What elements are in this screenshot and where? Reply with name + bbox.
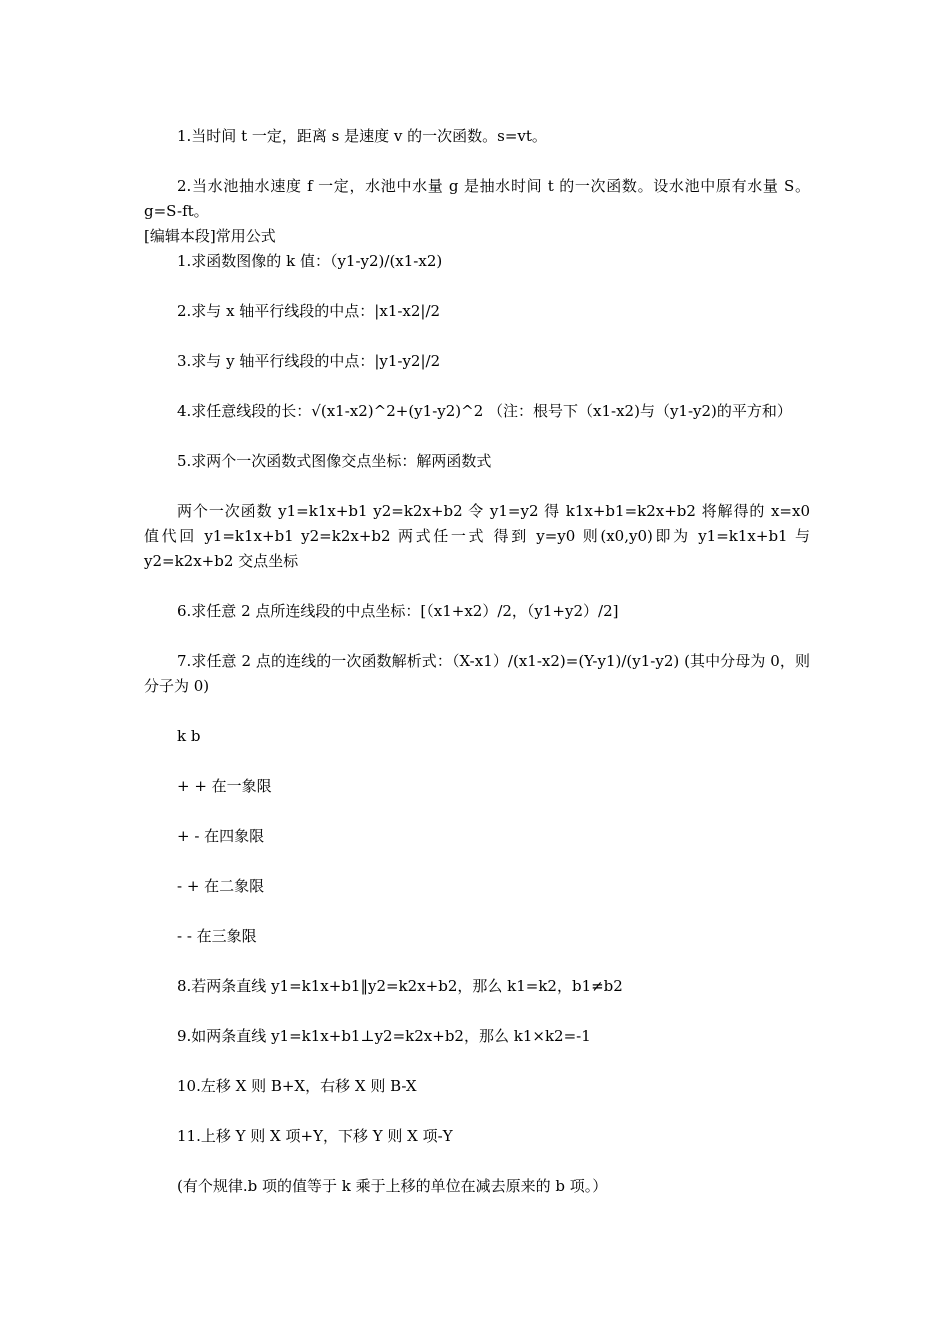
formula-parallel-lines: 8.若两条直线 y1=k1x+b1‖y2=k2x+b2，那么 k1=k2，b1≠b2 <box>177 977 623 995</box>
formula-slope: 1.求函数图像的 k 值：（y1-y2)/(x1-x2) <box>177 252 443 270</box>
formula-midpoint-coordinates: 6.求任意 2 点所连线段的中点坐标：[（x1+x2）/2，（y1+y2）/2] <box>177 602 619 620</box>
quadrant-table-header: k b <box>177 727 201 745</box>
formula-intersection: 5.求两个一次函数式图像交点坐标：解两函数式 <box>177 452 492 470</box>
paragraph-speed-distance: 1.当时间 t 一定，距离 s 是速度 v 的一次函数。s=vt。 <box>177 127 547 145</box>
section-heading-formulas: [编辑本段]常用公式 <box>144 227 276 245</box>
intersection-explanation: 两个一次函数 y1=k1x+b1 y2=k2x+b2 令 y1=y2 得 k1x+b1=k2x+b2 将解得的 x=x0 值代回 y1=k1x+b1 y2=k2x+b2 两式任一式 得到 y=y0 则(x0,y0)即为 y1=k1x+b1 与 y2=k2x+b2 交点坐标 <box>144 502 810 570</box>
quadrant-row-1: + + 在一象限 <box>177 777 272 795</box>
rule-horizontal-shift: 10.左移 X 则 B+X，右移 X 则 B-X <box>177 1077 417 1095</box>
quadrant-row-4: + - 在四象限 <box>177 827 265 845</box>
formula-segment-length: 4.求任意线段的长：√(x1-x2)^2+(y1-y2)^2 （注：根号下（x1-x2)与（y1-y2)的平方和） <box>177 402 792 420</box>
formula-line-equation: 7.求任意 2 点的连线的一次函数解析式：（X-x1）/(x1-x2)=(Y-y1)/(y1-y2) (其中分母为 0，则分子为 0) <box>144 652 810 695</box>
formula-perpendicular-lines: 9.如两条直线 y1=k1x+b1⊥y2=k2x+b2，那么 k1×k2=-1 <box>177 1027 591 1045</box>
quadrant-row-3: - - 在三象限 <box>177 927 257 945</box>
quadrant-row-2: - + 在二象限 <box>177 877 265 895</box>
paragraph-pool-water: 2.当水池抽水速度 f 一定，水池中水量 g 是抽水时间 t 的一次函数。设水池中原有水量 S。g=S-ft。 <box>144 177 810 220</box>
formula-y-midpoint: 3.求与 y 轴平行线段的中点：|y1-y2|/2 <box>177 352 441 370</box>
rule-note: (有个规律.b 项的值等于 k 乘于上移的单位在减去原来的 b 项。） <box>177 1177 608 1195</box>
formula-x-midpoint: 2.求与 x 轴平行线段的中点：|x1-x2|/2 <box>177 302 441 320</box>
rule-vertical-shift: 11.上移 Y 则 X 项+Y，下移 Y 则 X 项-Y <box>177 1127 453 1145</box>
document-body <box>144 124 810 1199</box>
